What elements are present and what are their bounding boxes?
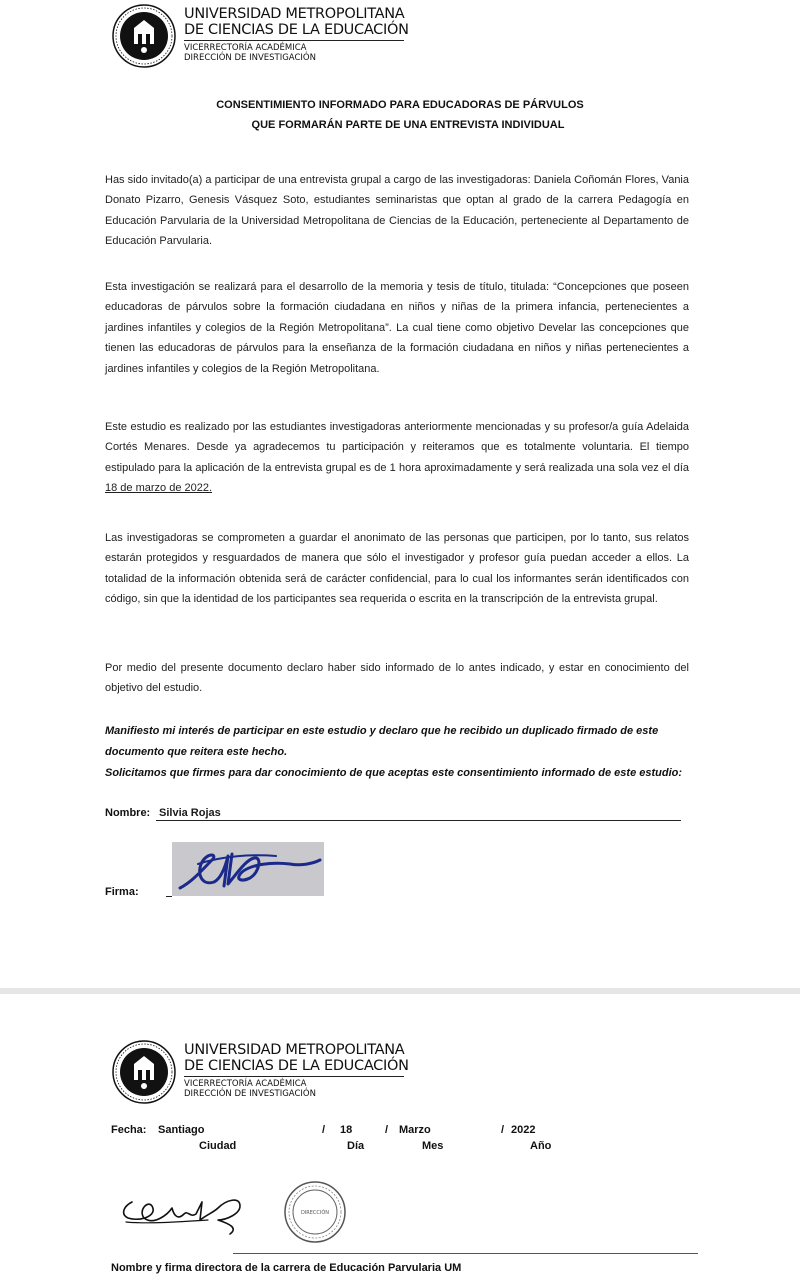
approval-page	[0, 994, 800, 1280]
director-caption: Nombre y firma directora de la carrera de Educación Parvularia UM	[111, 1262, 462, 1274]
day-field[interactable]: 18	[340, 1124, 353, 1136]
office-line2: DIRECCIÓN DE INVESTIGACIÓN	[184, 1089, 316, 1099]
university-name-line2: DE CIENCIAS DE LA EDUCACIÓN	[184, 1058, 409, 1074]
date-label: Fecha:	[111, 1124, 147, 1136]
signature-label: Firma:	[105, 886, 139, 898]
office-line1: VICERRECTORÍA ACADÉMICA	[184, 43, 307, 53]
letterhead-text	[184, 6, 424, 63]
interview-date: 18 de marzo de 2022.	[105, 482, 213, 495]
stamp-label: DIRECCIÓN	[300, 1210, 330, 1216]
paragraph-confidentiality: Las investigadoras se comprometen a guardar el anonimato de las personas que participen, por lo tanto, sus relatos estarán protegidos y resguardados de manera que sólo el investigador y profesor guía puedan acceder a ellos. La totalidad de la información obtenida será de carácter confidencial, para lo cual los informantes serán identificados con código, sin que la identidad de los participantes sea requerida o escrita en la transcripción de la entrevista grupal.	[105, 532, 689, 606]
university-name-line1: UNIVERSIDAD METROPOLITANA	[184, 1042, 405, 1058]
document-title-line1: CONSENTIMIENTO INFORMADO PARA EDUCADORAS DE PÁRVULOS	[216, 99, 584, 111]
office-line2: DIRECCIÓN DE INVESTIGACIÓN	[184, 53, 316, 63]
month-field[interactable]: Marzo	[399, 1124, 431, 1136]
office-line1: VICERRECTORÍA ACADÉMICA	[184, 1079, 307, 1089]
letterhead-divider	[184, 1076, 404, 1077]
university-seal-icon	[112, 1040, 176, 1104]
paragraph-invitation: Has sido invitado(a) a participar de una entrevista grupal a cargo de las investigadoras: Daniela Coñomán Flores, Vania Donato Pizarro, Genesis Vásquez Soto, estudiantes seminaristas que optan al grado de la carrera Pedagogía en Educación Parvularia de la Universidad Metropolitana de Ciencias de la Educación, perteneciente al Departamento de Educación Parvularia.	[105, 174, 689, 248]
month-caption: Mes	[422, 1140, 444, 1152]
declaration-interest: Manifiesto mi interés de participar en este estudio y declaro que he recibido un duplicado firmado de este documento que reitera este hecho.	[105, 725, 659, 758]
handwritten-signature-icon	[172, 842, 324, 896]
year-caption: Año	[530, 1140, 552, 1152]
paragraph-acknowledgement: Por medio del presente documento declaro haber sido informado de lo antes indicado, y estar en conocimiento del objetivo del estudio.	[105, 662, 689, 695]
direction-stamp-icon	[283, 1180, 347, 1244]
university-name-line2: DE CIENCIAS DE LA EDUCACIÓN	[184, 22, 409, 38]
year-field[interactable]: 2022	[511, 1124, 536, 1136]
paragraph-research-purpose: Esta investigación se realizará para el desarrollo de la memoria y tesis de título, titulada: “Concepciones que poseen educadoras de párvulos sobre la formación ciudadana en niños y niñas de la primera infancia, pertenecientes a jardines infantiles y colegios de la Región Metropolitana”. La cual tiene como objetivo Develar las concepciones que tienen las educadoras de párvulos para la enseñanza de la formación ciudadana en niños y niñas pertenecientes a jardines infantiles y colegios de la Región Metropolitana.	[105, 281, 689, 375]
date-separator-3: /	[501, 1124, 505, 1136]
university-seal-icon	[112, 4, 176, 68]
director-signature-icon	[118, 1184, 246, 1236]
director-signature-line	[233, 1253, 698, 1254]
letterhead-text	[184, 1042, 424, 1099]
name-label: Nombre:	[105, 807, 151, 819]
university-name-line1: UNIVERSIDAD METROPOLITANA	[184, 6, 405, 22]
study-details-text: Este estudio es realizado por las estudiantes investigadoras anteriormente mencionadas y su profesor/a guía Adelaida Cortés Menares. Desde ya agradecemos tu participación y reiteramos que es totalmente voluntaria. El tiempo estipulado para la aplicación de la entrevista grupal es de 1 hora aproximadamente y será realizada una sola vez el día	[105, 421, 689, 474]
participant-signature-image	[172, 842, 324, 896]
declaration-request: Solicitamos que firmes para dar conocimiento de que aceptas este consentimiento informado de este estudio:	[105, 767, 683, 779]
city-field[interactable]: Santiago	[158, 1124, 205, 1136]
day-caption: Día	[347, 1140, 365, 1152]
date-separator-2: /	[385, 1124, 389, 1136]
document-title-line2: QUE FORMARÁN PARTE DE UNA ENTREVISTA INDIVIDUAL	[251, 119, 565, 131]
city-caption: Ciudad	[199, 1140, 237, 1152]
letterhead	[112, 4, 432, 68]
date-separator-1: /	[322, 1124, 326, 1136]
paragraph-study-details	[105, 417, 689, 499]
letterhead-page2	[112, 1040, 432, 1104]
letterhead-divider	[184, 40, 404, 41]
participant-name-field[interactable]: Silvia Rojas	[156, 806, 681, 821]
